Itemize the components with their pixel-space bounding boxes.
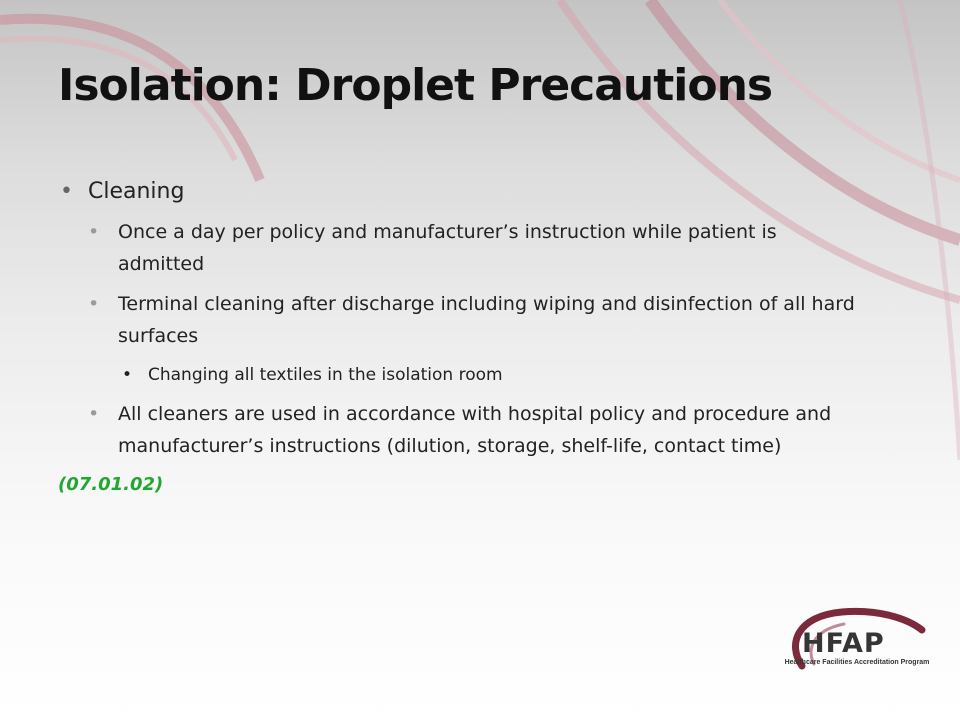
hfap-logo-tagline: Healthcare Facilities Accreditation Program [784, 659, 930, 666]
slide-content [58, 176, 858, 500]
standard-reference: (07.01.02) [58, 474, 164, 495]
bullet-daily-cleaning: • Once a day per policy and manufacturer’s instruction while patient is admitted [118, 216, 858, 280]
hfap-logo-text: HFAP [802, 628, 885, 659]
bullet-cleaning: • Cleaning [58, 176, 858, 208]
bullet-cleaners-usage: • All cleaners are used in accordance with hospital policy and procedure and manufacturer’s instructions (dilution, storage, shelf-life, contact time) [118, 398, 858, 462]
bullet-terminal-cleaning: • Terminal cleaning after discharge including wiping and disinfection of all hard surfaces [118, 288, 858, 352]
bullet-changing-textiles: • Changing all textiles in the isolation room [148, 360, 858, 390]
slide-title: Isolation: Droplet Precautions [58, 60, 773, 111]
